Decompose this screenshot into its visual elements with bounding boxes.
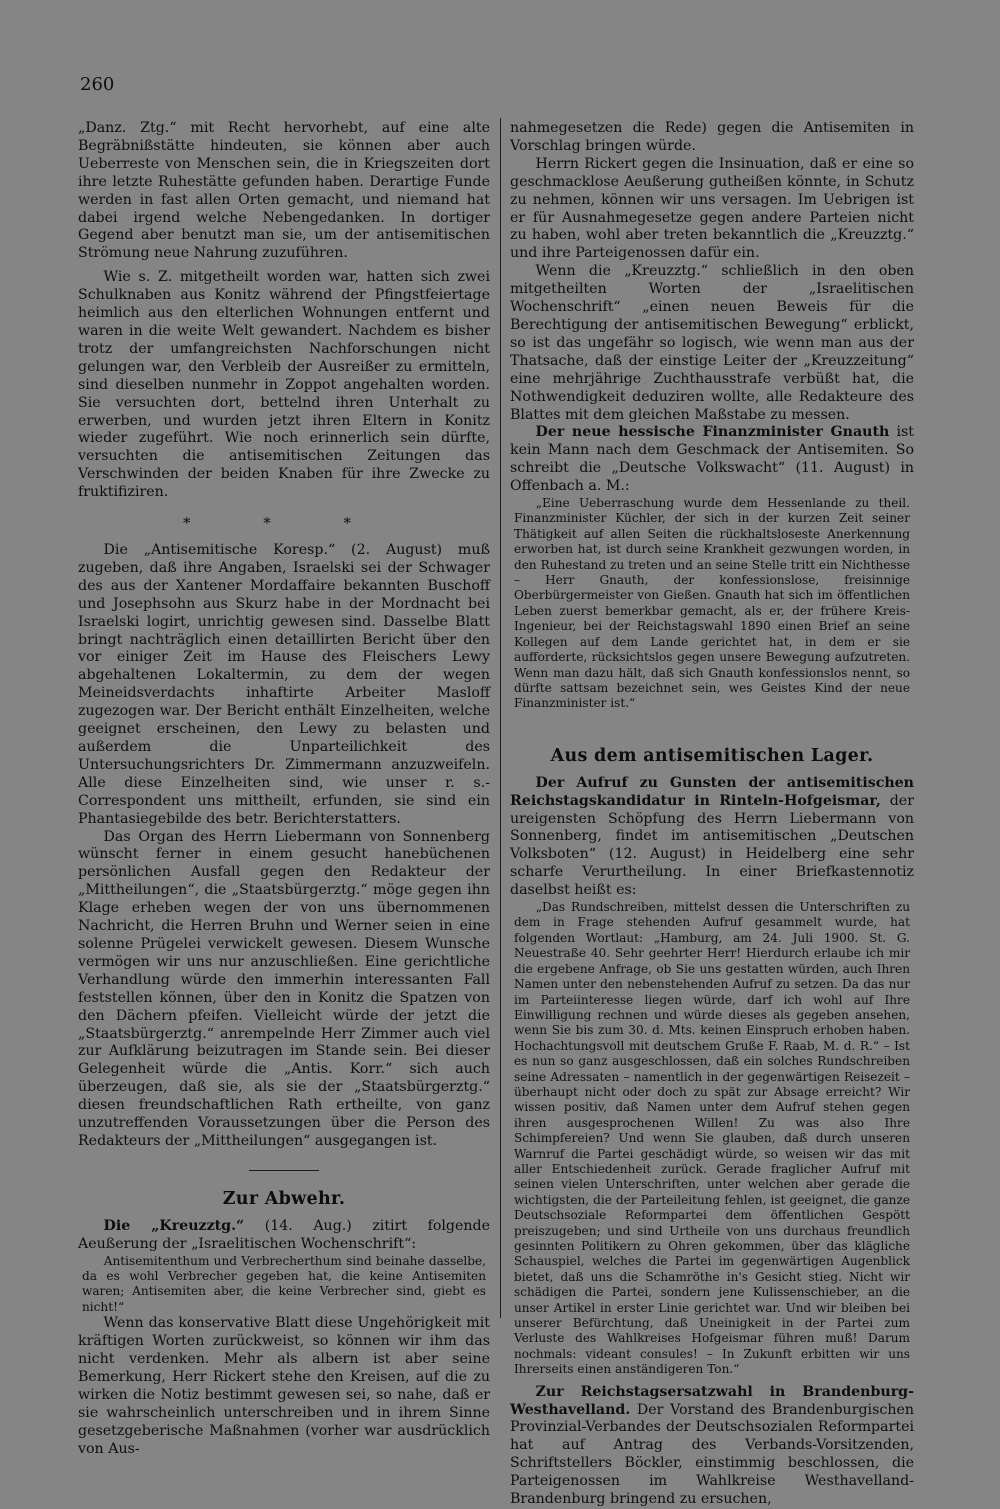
paragraph: Das Organ des Herrn Liebermann von Sonnenberg wünscht ferner in einem gesucht hanebüchenen persönlichen Ausfall gegen den Redakteur der „Mittheilungen“, die „Staatsbürgerztg.“ möge gegen ihn Klage erheben wegen der von uns übernommenen Nachricht, die Herren Bruhn und Werner seien in eine solenne Prügelei verwickelt gewesen. Diesem Wunsche vermögen wir uns nur anzuschließen. Eine gerichtliche Verhandlung würde den immerhin interessanten Fall feststellen können, über den in Konitz die Spatzen von den Dächern pfeifen. Vielleicht würde der jetzt die „Staatsbürgerztg.“ anrempelnde Herr Zimmer auch viel zur Aufklärung beizutragen im Stande sein. Bei dieser Gelegenheit würde die „Antis. Korr.“ sich auch überzeugen, daß sie, als sie der „Staatsbürgerztg.“ diesen freundschaftlichen Rath ertheilte, von ganz unzutreffenden Voraussetzungen über die Person des Redakteurs der „Mittheilungen“ ausgegangen ist. (78, 828, 490, 1149)
paragraph-text: Der Vorstand des Brandenburgischen Provinzial-Verbandes der Deutschsozialen Reformpartei hat auf Antrag des Verbands-Vorsitzenden, Schriftstellers Böckler, einstimmig beschlossen, die Parteigenossen im Wahlkreise Westhavelland-Brandenburg bringend zu ersuchen, (510, 1401, 914, 1508)
paragraph (78, 1218, 490, 1254)
quotation: „Das Rundschreiben, mittelst dessen die Unterschriften zu dem in Frage stehenden Aufruf gesammelt wurde, hat folgenden Wortlaut: „Hamburg, am 24. Juli 1900. St. G. Neuestraße 40. Sehr geehrter Herr! Hierdurch erlaube ich mir die ergebene Anfrage, ob Sie uns gestatten würden, auch Ihren Namen unter den nebenstehenden Aufruf zu setzen. Da das nur im Parteiinteresse liegen würde, darf ich wohl auf Ihre Einwilligung rechnen und würde dieses als gegeben ansehen, wenn Sie bis zum 30. d. Mts. keinen Einspruch erhoben haben. Hochachtungsvoll mit deutschem Gruße F. Raab, M. d. R.“ – Ist es nun so ganz ausgeschlossen, daß ein solches Rundschreiben seine Adressaten – namentlich in der gegenwärtigen Reisezeit – überhaupt nicht oder doch zu spät zur Absage erreicht? Wir wissen positiv, daß Namen unter dem Aufruf stehen gegen ihren ausgesprochenen Willen! Zu was also Ihre Schimpfereien? Und wenn Sie glauben, daß durch unseren Warnruf die Partei geschädigt würde, so weisen wir das mit aller Entschiedenheit zurück. Gerade fraglicher Aufruf mit seinen vielen Unterschriften, unter welchen aber gerade die wichtigsten, die der Parteileitung fehlen, ist geeignet, die ganze Deutschsoziale Reformpartei dem öffentlichen Gespött preiszugeben; und sind Urtheile von uns durchaus freundlich gesinnten Politikern zu Ohren gekommen, über das klägliche Schauspiel, welches die Partei im gegenwärtigen Augenblick bietet, daß uns die Schamröthe in's Gesicht stieg. Nicht wir schädigen die Partei, sondern jene Kulissenschieber, an die unser Artikel in erster Linie gerichtet war. Und wir bleiben bei unserer Befürchtung, daß Uneinigkeit in der Partei zum Verluste des Wahlkreises Hofgeismar führen muß! Darum nochmals: videant consules! – In Zukunft erbitten wir uns Ihrerseits einen anständigeren Ton.“ (514, 900, 910, 1377)
quotation: „Eine Ueberraschung wurde dem Hessenlande zu theil. Finanzminister Küchler, der sich in der kurzen Zeit seiner Thätigkeit auf allen Seiten die rückhaltsloseste Anerkennung erworben hat, ist durch seine Krankheit gezwungen worden, in den Ruhestand zu treten und an seine Stelle tritt ein Nichthesse – Herr Gnauth, der konfessionslose, freisinnige Oberbürgermeister von Gießen. Gnauth hat sich im öffentlichen Leben zuerst bemerkbar gemacht, als er, der frühere Kreis-Ingenieur, bei der Reichstagswahl 1890 einen Brief an seine Kollegen auf dem Lande gerichtet hat, in dem er sie aufforderte, rücksichtslos gegen unsere Bewegung aufzutreten. Wenn man dazu hält, daß sich Gnauth konfessionslos nennt, so dürfte sattsam bezeichnet sein, wes Geistes Kind der neue Finanzminister ist.“ (514, 496, 910, 711)
paragraph-text: der ureigensten Schöpfung des Herrn Liebermann von Sonnenberg, findet im antisemitischen „Deutschen Volksboten“ (12. August) in Heidelberg eine sehr scharfe Verurtheilung. In einer Briefkastennotiz daselbst heißt es: (510, 792, 914, 899)
paragraph-lead: Der neue hessische Finanzminister Gnauth (535, 424, 890, 441)
quotation: Antisemitenthum und Verbrecherthum sind beinahe dasselbe, da es wohl Verbrecher gegeben hat, die keine Antisemiten waren; Antisemiten aber, die keine Verbrecher sind, giebt es nicht!“ (82, 1253, 486, 1314)
right-column (510, 120, 914, 1509)
section-divider (249, 1170, 319, 1171)
left-column (78, 120, 490, 1459)
paragraph-text: ist kein Mann nach dem Geschmack der Antisemiten. So schreibt die „Deutsche Volkswacht“ (11. August) in Offenbach a. M.: (510, 424, 914, 495)
section-separator: * * * (182, 514, 386, 533)
page-number: 260 (80, 74, 115, 95)
paragraph (510, 1384, 914, 1509)
paragraph: Wenn das konservative Blatt diese Ungehörigkeit mit kräftigen Worten zurückweist, so können wir ihm das nicht verdenken. Mehr als albern ist aber seine Bemerkung, Herr Rickert stehe den Kreisen, auf die zu wirken die Notiz bestimmt gewesen sei, so nahe, daß er sie wahrscheinlich unterschreiben und in ihrem Sinne gesetzgeberische Maßnahmen (vorher war ausdrücklich von Aus- (78, 1315, 490, 1457)
paragraph: nahmegesetzen die Rede) gegen die Antisemiten in Vorschlag bringen würde. (510, 120, 914, 154)
paragraph: Wie s. Z. mitgetheilt worden war, hatten sich zwei Schulknaben aus Konitz während der Pfingstfeiertage heimlich aus den elterlichen Wohnungen entfernt und waren in die weite Welt gewandert. Nachdem es bisher trotz der umfangreichsten Nachforschungen nicht gelungen war, den Verbleib der Ausreißer zu ermitteln, sind dieselben nunmehr in Zoppot angehalten worden. Sie versuchten dort, bettelnd ihren Unterhalt zu erwerben, und wurden jetzt ihren Eltern in Konitz wieder zugeführt. Wie noch erinnerlich sein dürfte, versuchten die antisemitischen Zeitungen das Verschwinden der beiden Knaben für ihre Zwecke zu fruktifiziren. (78, 269, 490, 501)
paragraph (510, 775, 914, 900)
section-heading: Aus dem antisemitischen Lager. (550, 745, 874, 766)
paragraph-lead: Zur Reichstagsersatzwahl in Brandenburg-Westhavelland. (510, 1383, 914, 1418)
paragraph-lead: Der Aufruf zu Gunsten der antisemitischen Reichstagskandidatur in Rinteln-Hofgeismar, (510, 774, 914, 809)
paragraph: Wenn die „Kreuzztg.“ schließlich in den oben mitgetheilten Worten der „Israelitischen Wochenschrift“ „einen neuen Beweis für die Berechtigung der antisemitischen Bewegung“ erblickt, so ist das ungefähr so logisch, wie wenn man aus der Thatsache, daß der einstige Leiter der „Kreuzzeitung“ eine mehrjährige Zuchthausstrafe verbüßt hat, die Nothwendigkeit deduziren wollte, alle Redakteure des Blattes mit dem gleichen Maßstabe zu messen. (510, 263, 914, 423)
paragraph (510, 424, 914, 496)
paragraph-text: (14. Aug.) zitirt folgende Aeußerung der „Israelitischen Wochenschrift“: (78, 1217, 490, 1252)
paragraph: Die „Antisemitische Koresp.“ (2. August) muß zugeben, daß ihre Angaben, Israelski sei der Schwager des aus der Xantener Mordaffaire bekannten Buschoff und Josephsohn aus Skurz habe in der Mordnacht bei Israelski logirt, unrichtig gewesen sind. Dasselbe Blatt bringt nachträglich einen detaillirten Bericht über den vor einiger Zeit im Hause des Fleischers Lewy abgehaltenen Lokaltermin, zu dem der wegen Meineidsverdachts inhaftirte Arbeiter Masloff zugezogen war. Der Bericht enthält Einzelheiten, welche geeignet erscheinen, den Lewy zu belasten und außerdem die Unparteilichkeit des Untersuchungsrichters Dr. Zimmermann anzuzweifeln. Alle diese Einzelheiten sind, wie unser r. s.-Correspondent uns mittheilt, erfunden, sie sind ein Phantasiegebilde des betr. Berichterstatters. (78, 542, 490, 827)
column-rule (500, 118, 501, 1318)
section-heading: Zur Abwehr. (222, 1188, 346, 1209)
paragraph-lead: Die „Kreuzztg.“ (103, 1217, 245, 1234)
paragraph: Herrn Rickert gegen die Insinuation, daß er eine so geschmacklose Aeußerung gutheißen könnte, in Schutz zu nehmen, können wir uns versagen. Im Uebrigen ist er für Ausnahmegesetze gegen andere Parteien nicht zu haben, wohl aber treten bekanntlich die „Kreuzztg.“ und ihre Parteigenossen dafür ein. (510, 155, 914, 262)
paragraph: „Danz. Ztg.“ mit Recht hervorhebt, auf eine alte Begräbnißstätte hindeuten, sie können aber auch Ueberreste von Menschen sein, die in Kriegszeiten dort ihre letzte Ruhestätte gefunden haben. Derartige Funde werden in fast allen Orten gemacht, und niemand hat dabei irgend welche Nebengedanken. In dortiger Gegend aber benutzt man sie, um der antisemitischen Strömung neue Nahrung zuzuführen. (78, 120, 490, 262)
